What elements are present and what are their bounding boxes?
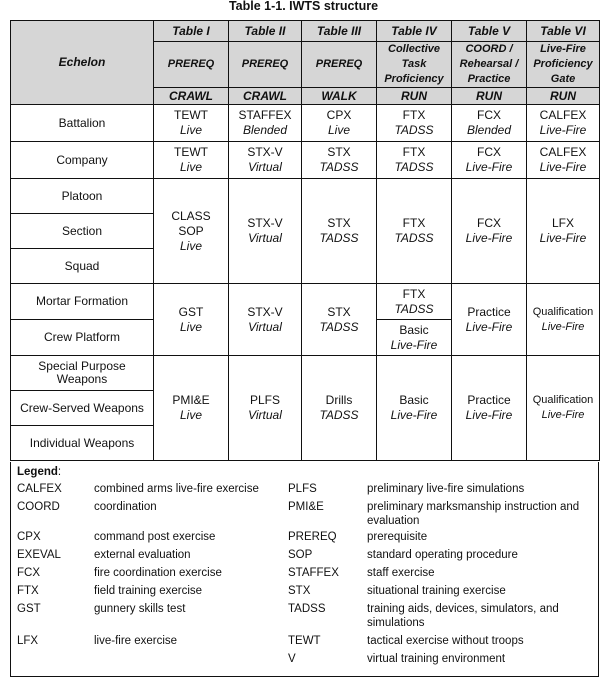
- cell-text: CALFEX: [539, 145, 587, 159]
- cell-text: STX: [327, 216, 351, 230]
- legend-abbr: FCX: [17, 567, 40, 579]
- cell-text: FTX: [402, 108, 426, 122]
- cell-text: FCX: [477, 108, 501, 122]
- legend-definition: external evaluation: [94, 549, 191, 561]
- cell-text: CALFEX: [539, 108, 587, 122]
- training-cell: [154, 284, 229, 356]
- legend-heading: Legend:: [17, 466, 62, 478]
- training-cell: [154, 179, 229, 284]
- echelon-label: Squad: [11, 249, 154, 284]
- training-cell: [154, 356, 229, 461]
- legend-definition: staff exercise: [367, 567, 435, 579]
- training-cell: [377, 356, 452, 461]
- cell-text: Live-Fire: [465, 231, 513, 245]
- table-title: Table 1-1. IWTS structure: [228, 0, 379, 13]
- cell-text: FTX: [402, 216, 426, 230]
- training-cell: [154, 105, 229, 142]
- training-cell: [377, 179, 452, 284]
- legend-definition: combined arms live-fire exercise: [94, 483, 259, 495]
- table-row-battalion: [11, 105, 600, 142]
- cell-text: TADSS: [319, 231, 359, 245]
- cell-text: Live-Fire: [465, 160, 513, 174]
- legend-abbr: LFX: [17, 635, 39, 647]
- cell-text: Live: [327, 123, 350, 137]
- cell-text: Virtual: [248, 408, 282, 422]
- training-cell: [377, 105, 452, 142]
- training-cell: [452, 284, 527, 356]
- legend-abbr: CALFEX: [17, 483, 62, 495]
- legend-abbr: EXEVAL: [17, 549, 61, 561]
- cell-text: FTX: [402, 145, 426, 159]
- cell-text: CPX: [326, 108, 352, 122]
- table-row-company: [11, 142, 600, 179]
- cell-text: TEWT: [174, 145, 208, 159]
- cell-text: TADSS: [394, 160, 434, 174]
- level-header: WALK: [302, 88, 377, 105]
- table-header: Table III: [302, 21, 377, 42]
- cell-text: GST: [178, 304, 204, 319]
- training-cell: [377, 142, 452, 179]
- legend-abbr: SOP: [288, 549, 313, 561]
- cell-text: STX-V: [247, 216, 283, 230]
- echelon-header: [11, 21, 154, 105]
- cell-text: Live: [179, 160, 202, 174]
- training-cell: [229, 142, 302, 179]
- training-cell: [452, 179, 527, 284]
- training-cell: [229, 284, 302, 356]
- table-row: [11, 179, 600, 214]
- training-cell: [527, 142, 600, 179]
- level-header: RUN: [527, 88, 600, 105]
- cell-text: Live-Fire: [539, 231, 587, 245]
- cell-text: PMI&E: [172, 393, 210, 407]
- cell-text: TADSS: [319, 160, 359, 174]
- training-cell: [377, 284, 452, 320]
- legend-definition: situational training exercise: [367, 585, 506, 597]
- training-cell: [229, 179, 302, 284]
- cell-text: Blended: [466, 123, 512, 137]
- cell-text: Blended: [242, 123, 288, 137]
- legend-abbr: PMI&E: [288, 501, 324, 513]
- echelon-label: Crew-Served Weapons: [11, 391, 154, 426]
- echelon-label: Special Purpose Weapons: [11, 356, 154, 391]
- training-cell: [302, 105, 377, 142]
- table-header: Table II: [229, 21, 302, 42]
- cell-text: Basic: [399, 393, 429, 407]
- cell-text: Virtual: [248, 231, 282, 245]
- cell-text: PLFS: [249, 393, 280, 407]
- cell-text: STX-V: [247, 304, 283, 319]
- echelon-label: Section: [11, 214, 154, 249]
- legend-definition: training aids, devices, simulators, and simulations: [367, 603, 559, 629]
- level-header: CRAWL: [229, 88, 302, 105]
- legend-abbr: CPX: [17, 531, 41, 543]
- level-header: RUN: [377, 88, 452, 105]
- training-cell: [527, 284, 600, 356]
- cell-text: Live-Fire: [541, 320, 585, 333]
- cell-text: Live-Fire: [465, 319, 513, 334]
- training-cell: [377, 320, 452, 356]
- cell-text: TADSS: [319, 319, 359, 334]
- legend-definition: virtual training environment: [367, 653, 506, 665]
- cell-text: STX: [327, 145, 351, 159]
- legend-definition: command post exercise: [94, 531, 216, 543]
- cell-text: STAFFEX: [238, 108, 292, 122]
- training-cell: [302, 179, 377, 284]
- cell-text: Virtual: [248, 160, 282, 174]
- cell-text: Qualification: [532, 305, 594, 318]
- level-header: CRAWL: [154, 88, 229, 105]
- legend-definition: fire coordination exercise: [94, 567, 222, 579]
- cell-text: TADSS: [394, 231, 434, 245]
- cell-text: Live-Fire: [390, 337, 438, 352]
- iwts-structure-table: [10, 20, 600, 461]
- legend-definition: preliminary live-fire simulations: [367, 483, 525, 495]
- legend-abbr: PLFS: [288, 483, 317, 495]
- table-header: Table I: [154, 21, 229, 42]
- echelon-label: Battalion: [11, 105, 154, 142]
- echelon-label: Company: [11, 142, 154, 179]
- legend-definition: standard operating procedure: [367, 549, 518, 561]
- cell-text: TADSS: [394, 123, 434, 137]
- cell-text: Practice: [467, 304, 511, 319]
- cell-text: Live: [179, 319, 202, 334]
- table-header: Table IV: [377, 21, 452, 42]
- legend: [10, 462, 599, 677]
- cell-text: Live: [179, 123, 202, 137]
- training-cell: [527, 105, 600, 142]
- cell-text: Live-Fire: [465, 408, 513, 422]
- legend-definition: tactical exercise without troops: [367, 635, 524, 647]
- cell-text: FTX: [402, 286, 426, 301]
- legend-definition: live-fire exercise: [94, 635, 178, 647]
- phase-header: Collective Task Proficiency: [377, 42, 452, 88]
- training-cell: [154, 142, 229, 179]
- cell-text: Live-Fire: [541, 409, 585, 421]
- cell-text: Live: [179, 408, 202, 422]
- legend-definition: prerequisite: [367, 531, 428, 543]
- legend-definition: preliminary marksmanship instruction and evaluation: [367, 501, 580, 527]
- cell-text: LFX: [551, 216, 574, 230]
- cell-text: Live-Fire: [539, 160, 587, 174]
- cell-text: STX: [327, 304, 351, 319]
- echelon-label: Platoon: [11, 179, 154, 214]
- cell-text: CLASS: [171, 208, 211, 223]
- table-header: Table VI: [527, 21, 600, 42]
- cell-text: TADSS: [319, 408, 359, 422]
- cell-text: STX-V: [247, 145, 283, 159]
- phase-header: PREREQ: [154, 42, 229, 88]
- training-cell: [452, 105, 527, 142]
- legend-abbr: TADSS: [288, 603, 326, 615]
- level-header: RUN: [452, 88, 527, 105]
- cell-text: Drills: [325, 393, 353, 407]
- table-row: [11, 284, 600, 320]
- legend-abbr: V: [288, 653, 296, 665]
- phase-header: PREREQ: [229, 42, 302, 88]
- training-cell: [527, 356, 600, 461]
- phase-header: COORD / Rehearsal / Practice: [452, 42, 527, 88]
- legend-abbr: PREREQ: [288, 531, 337, 543]
- training-cell: [229, 356, 302, 461]
- cell-text: FCX: [477, 216, 501, 230]
- cell-text: Basic: [399, 322, 429, 337]
- phase-header: PREREQ: [302, 42, 377, 88]
- training-cell: [452, 142, 527, 179]
- training-cell: [302, 356, 377, 461]
- legend-abbr: TEWT: [288, 635, 321, 647]
- cell-text: TEWT: [174, 108, 208, 122]
- cell-text: TADSS: [394, 301, 434, 316]
- cell-text: SOP: [178, 223, 204, 238]
- echelon-label: Crew Platform: [11, 320, 154, 356]
- legend-abbr: GST: [17, 603, 41, 615]
- cell-text: Live-Fire: [539, 123, 587, 137]
- training-cell: [302, 142, 377, 179]
- training-cell: [229, 105, 302, 142]
- cell-text: FCX: [477, 145, 501, 159]
- legend-definition: gunnery skills test: [94, 603, 186, 615]
- phase-header: Live-Fire Proficiency Gate: [527, 42, 600, 88]
- cell-text: Live-Fire: [390, 408, 438, 422]
- cell-text: Qualification: [532, 394, 594, 406]
- legend-abbr: FTX: [17, 585, 39, 597]
- cell-text: Practice: [467, 393, 511, 407]
- training-cell: [302, 284, 377, 356]
- echelon-label: Mortar Formation: [11, 284, 154, 320]
- cell-text: Virtual: [248, 319, 282, 334]
- training-cell: [452, 356, 527, 461]
- table-header: Table V: [452, 21, 527, 42]
- echelon-label: Individual Weapons: [11, 426, 154, 461]
- legend-abbr: STAFFEX: [288, 567, 339, 579]
- legend-definition: coordination: [94, 501, 157, 513]
- legend-heading-text: Legend: [17, 466, 58, 478]
- training-cell: [527, 179, 600, 284]
- legend-abbr: STX: [288, 585, 311, 597]
- table-row: [11, 356, 600, 391]
- cell-text: Live: [179, 238, 202, 253]
- legend-definition: field training exercise: [94, 585, 203, 597]
- legend-abbr: COORD: [17, 501, 60, 513]
- echelon-header-text: Echelon: [58, 55, 106, 69]
